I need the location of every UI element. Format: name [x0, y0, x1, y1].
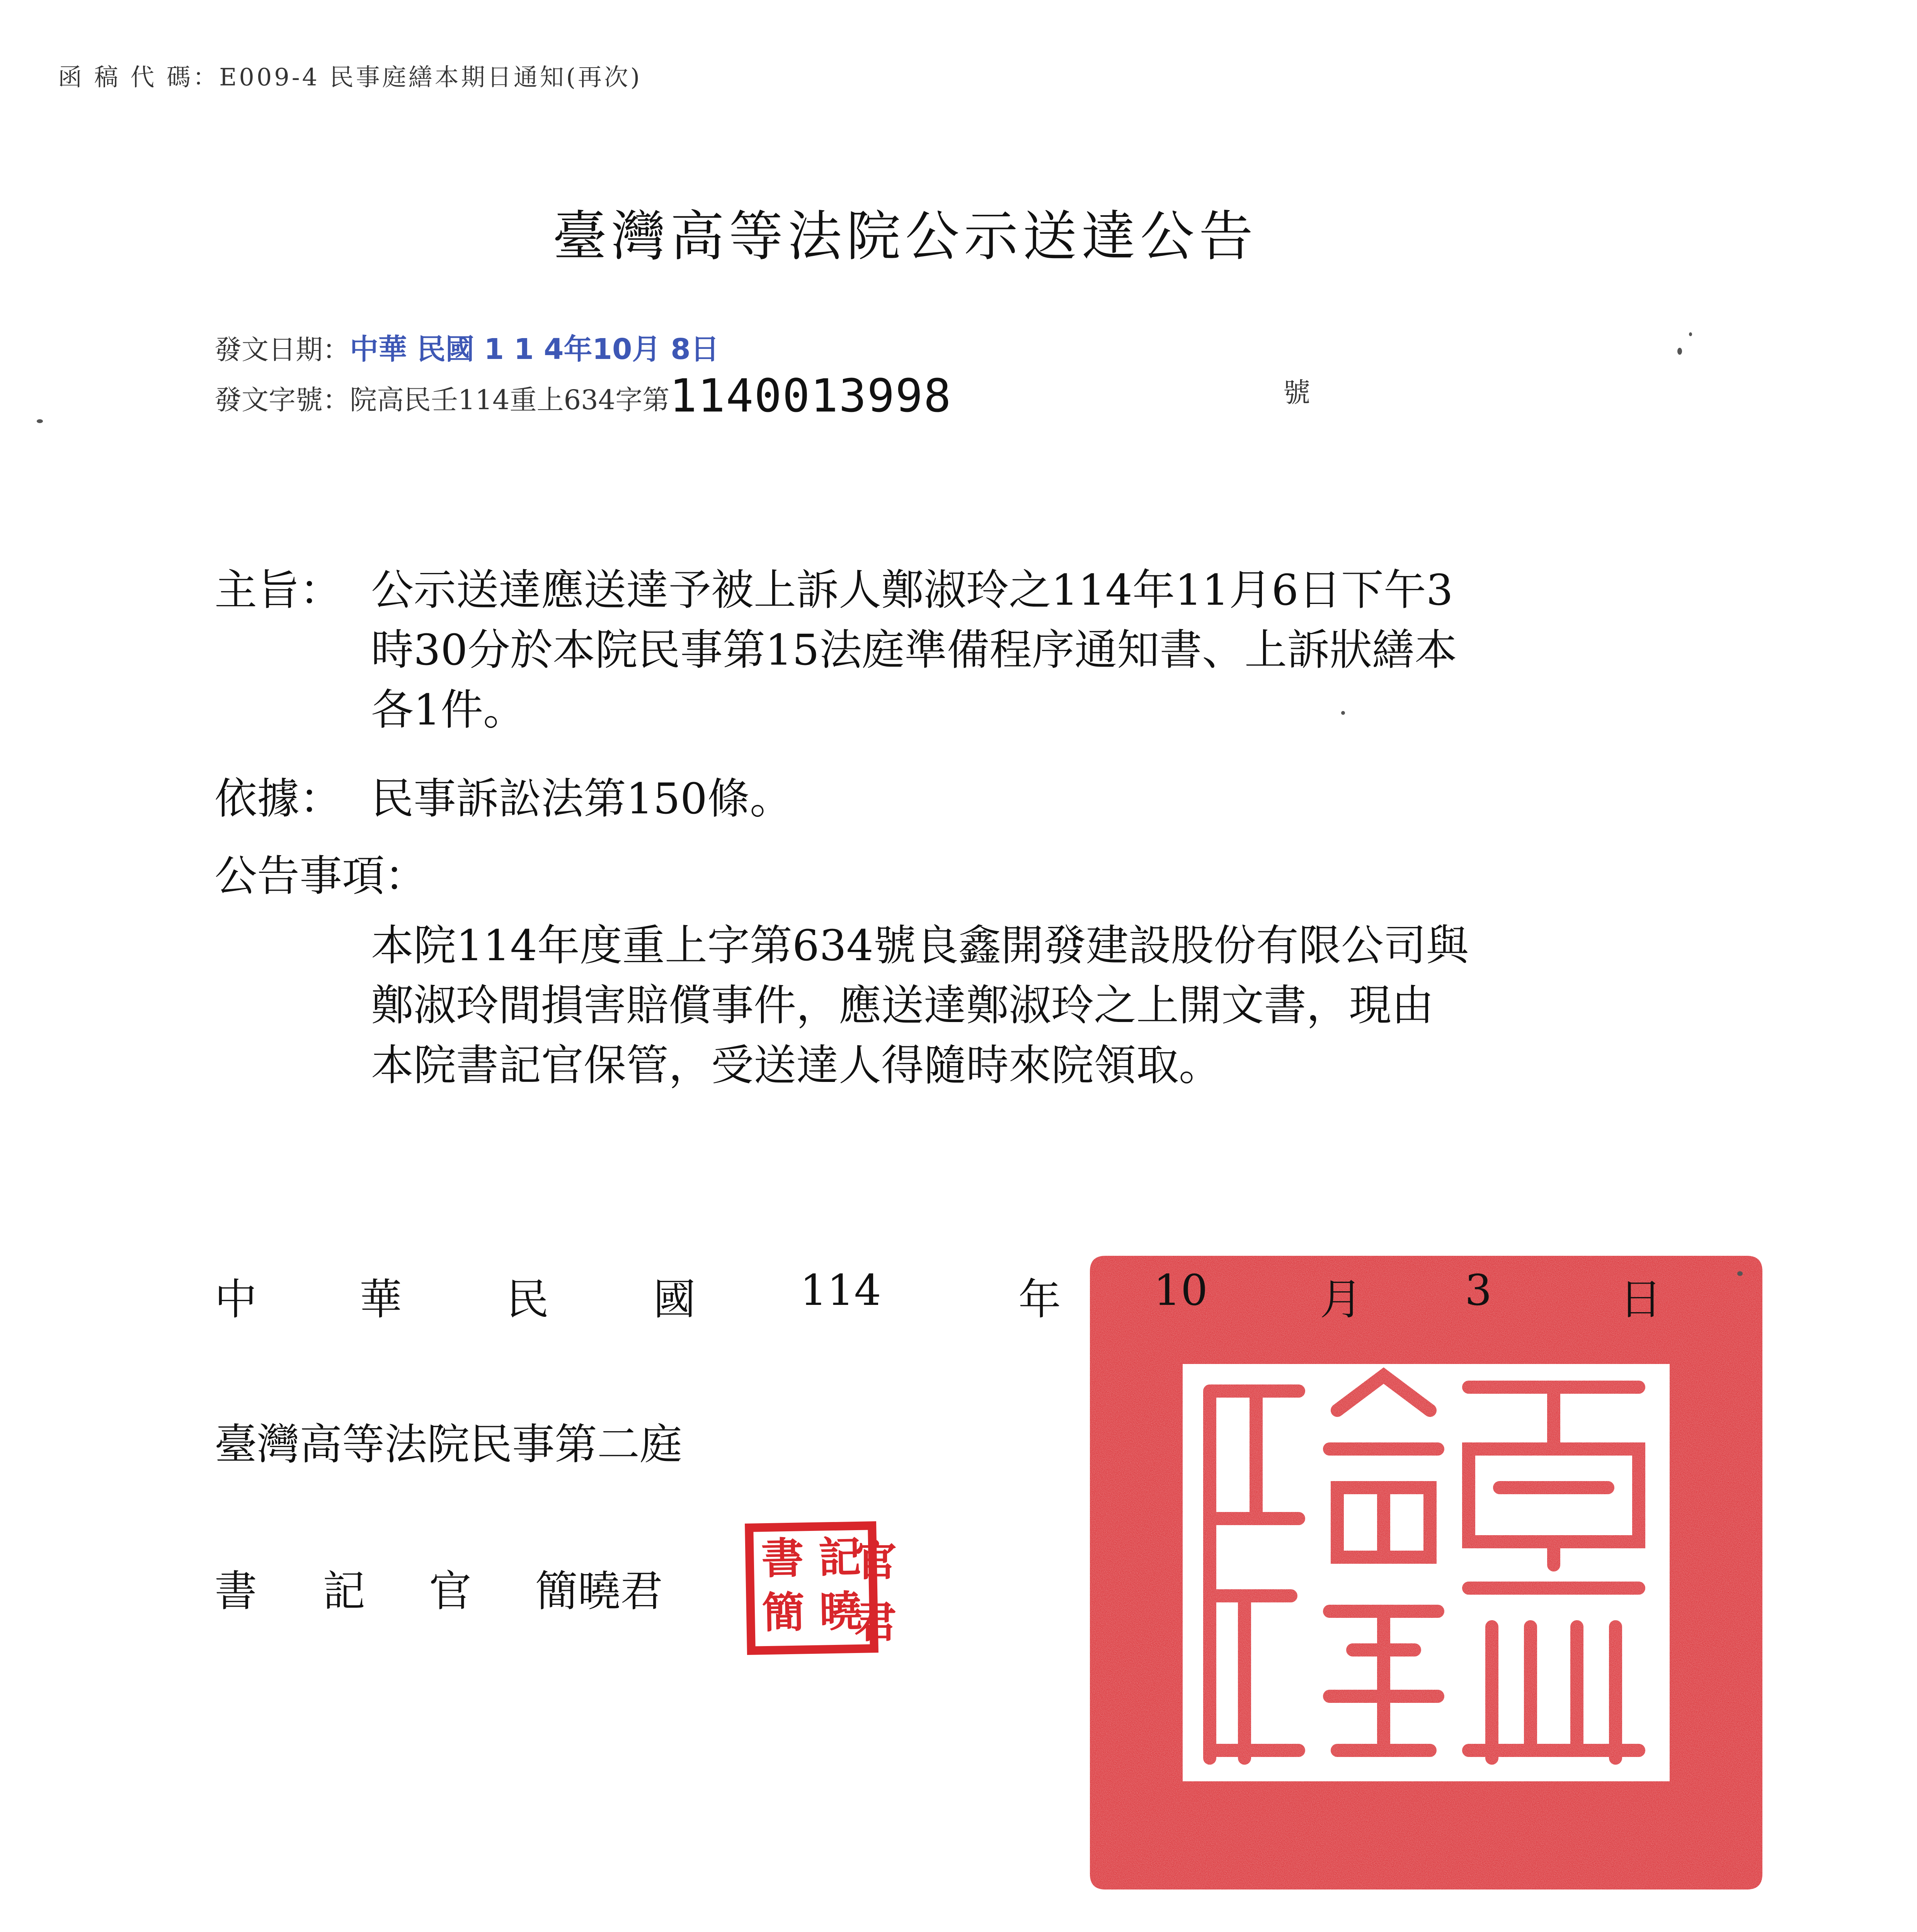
- scan-speck: [1689, 332, 1692, 336]
- notice-line: 鄭淑玲間損害賠償事件，應送達鄭淑玲之上開文書，現由: [371, 981, 1434, 1030]
- clerk-seal-char: 官: [854, 1536, 897, 1585]
- date-day: 3: [1465, 1265, 1492, 1315]
- notice-text: [371, 916, 1693, 1095]
- date-year: 114: [800, 1265, 881, 1315]
- scan-speck: [1341, 711, 1345, 715]
- issue-number-suffix: 號: [1283, 377, 1310, 408]
- clerk-name: 簡曉君: [535, 1566, 663, 1616]
- issue-date-label: 發文日期：: [215, 334, 350, 366]
- clerk-title-char: 書: [215, 1566, 257, 1616]
- clerk-title-char: 官: [429, 1566, 472, 1616]
- date-char: 國: [653, 1275, 696, 1324]
- clerk-title-char: 記: [323, 1566, 365, 1616]
- subject-line: 公示送達應送達予被上訴人鄭淑玲之114年11月6日下午3: [371, 565, 1453, 615]
- subject-text: [371, 560, 1693, 740]
- clerk-seal-char: 記: [818, 1532, 861, 1583]
- clerk-seal-char: 書: [761, 1533, 804, 1584]
- date-char: 中: [215, 1275, 257, 1324]
- scan-speck: [37, 419, 43, 423]
- issue-date-line: [215, 327, 719, 367]
- date-month: 10: [1154, 1265, 1208, 1315]
- document-title: 臺灣高等法院公示送達公告: [553, 205, 1258, 268]
- notice-label: 公告事項：: [215, 851, 427, 901]
- date-char: 華: [359, 1275, 402, 1324]
- date-day-unit: 日: [1619, 1275, 1662, 1324]
- announcement-date: [215, 1265, 1722, 1324]
- notice-line: 本院書記官保管，受送達人得隨時來院領取。: [371, 1041, 1221, 1090]
- date-month-unit: 月: [1320, 1275, 1362, 1324]
- court-division: 臺灣高等法院民事第二庭: [215, 1420, 682, 1469]
- issue-number-label: 發文字號：: [215, 384, 350, 416]
- subject-line: 時30分於本院民事第15法庭準備程序通知書、上訴狀繕本: [371, 625, 1457, 675]
- scan-speck: [1737, 1271, 1743, 1276]
- scan-speck: [1677, 348, 1682, 355]
- notice-line: 本院114年度重上字第634號良鑫開發建設股份有限公司與: [371, 921, 1469, 970]
- issue-number-value: 1140013998: [669, 369, 952, 422]
- clerk-seal-right-column: [846, 1526, 904, 1650]
- clerk-seal-char: 曉: [819, 1586, 863, 1637]
- subject-label: 主旨：: [215, 565, 342, 615]
- basis-label: 依據：: [215, 774, 342, 823]
- issue-number-prefix: 院高民壬114重上634字第: [350, 384, 670, 416]
- issue-date-stamp: 中華 民國 1 1 4年10月 8日: [350, 333, 719, 366]
- subject-line: 各1件。: [371, 685, 526, 735]
- issue-number-line: [215, 369, 952, 422]
- basis-text: 民事訴訟法第150條。: [371, 774, 792, 823]
- date-year-unit: 年: [1018, 1275, 1061, 1324]
- form-code: 函 稿 代 碼：E009-4 民事庭繕本期日通知(再次): [58, 63, 642, 91]
- clerk-seal-char: 君: [854, 1597, 897, 1647]
- court-seal: [1082, 1248, 1770, 1897]
- clerk-seal-char: 簡: [761, 1587, 805, 1638]
- date-char: 民: [506, 1275, 549, 1324]
